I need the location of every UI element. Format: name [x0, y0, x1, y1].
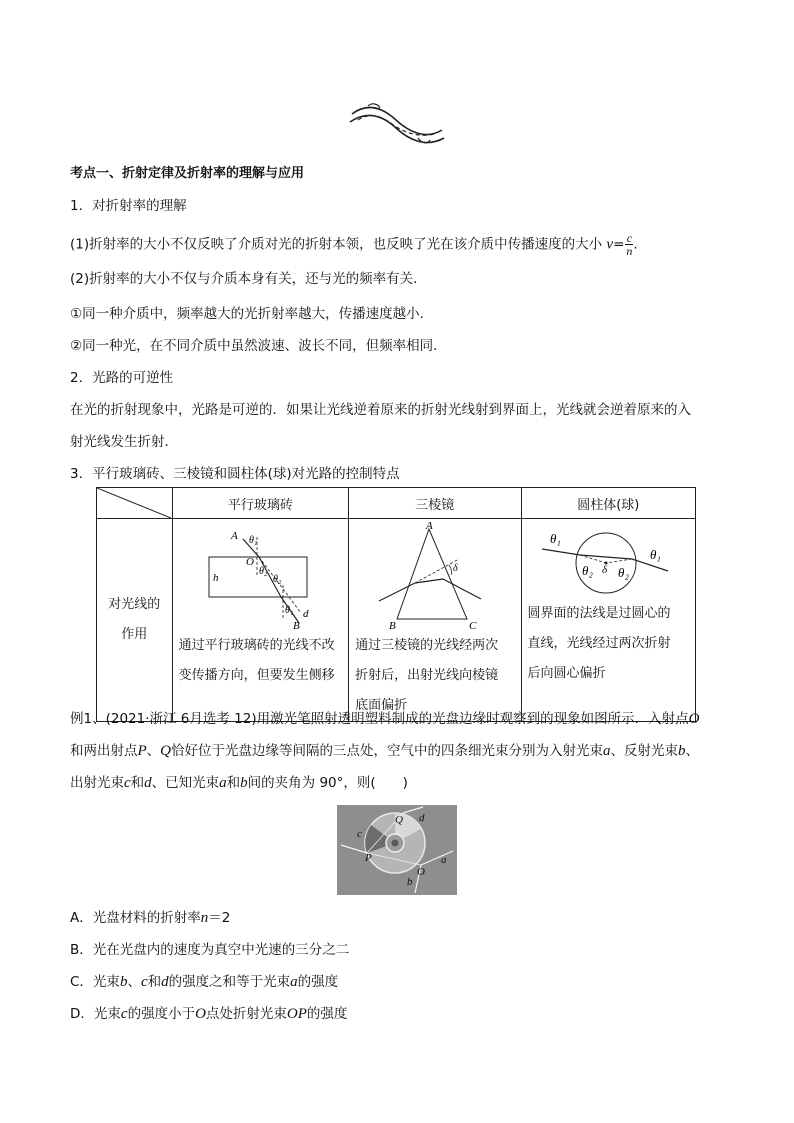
sub1-p1-text: (1)折射率的大小不仅反映了介质对光的折射本领，也反映了光在该介质中传播速度的大小: [70, 236, 603, 253]
sub2-title: 2．光路的可逆性: [70, 370, 174, 386]
option-C-b: b: [119, 974, 128, 990]
glass-label-t1b: θ₁: [284, 605, 294, 616]
sub3-title: 3．平行玻璃砖、三棱镜和圆柱体(球)对光路的控制特点: [70, 466, 400, 482]
option-C-i: 的强度: [297, 974, 339, 990]
example-line-1: [70, 709, 699, 729]
example-text-2e: 、: [685, 743, 700, 759]
example-line-2: [70, 741, 699, 761]
example-text-3g: 间的夹角为 90°，则( ): [247, 775, 408, 791]
option-D-d: O: [195, 1006, 206, 1022]
example-text-2b: 、: [146, 743, 161, 759]
example-text-3f: 和: [226, 775, 241, 791]
option-D-g: 的强度: [306, 1006, 348, 1022]
row-label-2: 作用: [121, 627, 148, 642]
option-C-d: c: [140, 974, 148, 990]
formula-num: c: [626, 231, 633, 245]
example-var-Q: Q: [160, 743, 172, 759]
prism-diagram: [349, 519, 519, 631]
example-var-a2: a: [219, 775, 227, 791]
option-C-f: d: [161, 974, 169, 990]
sphere-desc: [522, 599, 695, 689]
example-var-b2: b: [240, 775, 248, 791]
cell-sphere: [521, 519, 695, 722]
example-text-3e: 、已知光束: [151, 775, 220, 791]
example-text-2a: 和两出射点: [70, 743, 138, 759]
option-B[interactable]: B．光在光盘内的速度为真空中光速的三分之二: [70, 942, 350, 958]
photo-label-Q: Q: [395, 814, 403, 826]
option-D-b: c: [120, 1006, 128, 1022]
prism-desc-2: 折射后，出射光线向棱镜: [355, 668, 499, 683]
option-D-f: OP: [286, 1006, 307, 1022]
formula-den: n: [626, 244, 633, 258]
photo-label-b: b: [407, 876, 413, 888]
sphere-label-t1b: θ₁: [649, 547, 661, 562]
header-glass: 平行玻璃砖: [172, 488, 348, 519]
row-label-cell: [97, 519, 173, 722]
glass-label-A: A: [230, 530, 238, 542]
sub1-p3: ①同一种介质中，频率越大的光折射率越大，传播速度越小．: [70, 306, 434, 322]
comparison-table: [96, 487, 696, 722]
sphere-label-t2: θ₂: [581, 563, 593, 578]
header-ornament: [348, 100, 446, 148]
sphere-label-t1: θ₁: [549, 531, 561, 546]
sphere-label-t2b: θ₂: [617, 565, 629, 580]
example-var-P: P: [137, 743, 147, 759]
option-D-e: 点处折射光束: [205, 1006, 287, 1022]
sphere-diagram: [522, 519, 694, 599]
sub1-p1: [70, 232, 638, 257]
example-var-d: d: [144, 775, 152, 791]
option-D-a: D．光束: [70, 1006, 121, 1022]
option-C-c: 、: [127, 974, 141, 990]
sub1-p4: ②同一种光，在不同介质中虽然波速、波长不同，但频率相同．: [70, 338, 447, 354]
option-A-var: n: [200, 910, 209, 926]
glass-label-t2b: θ₂: [272, 574, 282, 585]
photo-label-c: c: [357, 828, 362, 840]
table-corner-cell: [97, 488, 173, 519]
glass-label-O: O: [245, 556, 254, 568]
glass-label-d: d: [302, 608, 309, 620]
example-text-2d: 、反射光束: [610, 743, 679, 759]
prism-label-B: B: [389, 620, 396, 631]
example-var-c: c: [124, 775, 131, 791]
sphere-desc-1: 圆界面的法线是过圆心的: [527, 606, 671, 621]
example-var-b: b: [678, 743, 686, 759]
photo-label-P: P: [365, 852, 372, 864]
section-title: 考点一、折射定律及折射率的理解与应用: [70, 166, 305, 181]
example-text-3b: 和: [130, 775, 145, 791]
sphere-desc-3: 后向圆心偏折: [527, 666, 606, 681]
example-text-1: 例1、(2021·浙江 6月选考 12)用激光笔照射透明塑料制成的光盘边缘时观察到的现象如图所示．入射点: [70, 711, 689, 727]
example-text-2c: 恰好位于光盘边缘等间隔的三点处，空气中的四条细光束分别为入射光束: [171, 743, 604, 759]
example-var-a: a: [603, 743, 611, 759]
sphere-label-delta: δ: [601, 564, 607, 576]
photo-label-O: O: [417, 866, 425, 878]
photo-label-d: d: [419, 812, 425, 824]
sub2-p1a: 在光的折射现象中，光路是可逆的．如果让光线逆着原来的折射光线射到界面上，光线就会逆着原来的入: [70, 402, 691, 418]
option-D-c: 的强度小于: [127, 1006, 196, 1022]
disc-photo: [337, 805, 457, 895]
sphere-desc-2: 直线，光线经过两次折射: [527, 636, 671, 651]
header-sphere: 圆柱体(球): [521, 488, 695, 519]
formula-end: .: [633, 236, 638, 253]
option-A-val: ＝2: [208, 910, 231, 926]
glass-label-t2: θ₂: [258, 566, 268, 577]
row-label-1: 对光线的: [108, 597, 161, 612]
glass-desc-1: 通过平行玻璃砖的光线不改: [178, 638, 335, 653]
sub1-p2: (2)折射率的大小不仅与介质本身有关，还与光的频率有关．: [70, 271, 427, 287]
option-C-a: C．光束: [70, 974, 120, 990]
prism-label-A: A: [426, 520, 433, 532]
formula-eq: =: [613, 236, 625, 253]
glass-diagram: [173, 519, 347, 631]
option-C-h: a: [290, 974, 298, 990]
option-A[interactable]: [70, 908, 230, 928]
option-D[interactable]: [70, 1004, 347, 1024]
option-C-e: 和: [147, 974, 162, 990]
photo-label-a: a: [441, 854, 447, 866]
header-prism: 三棱镜: [349, 488, 521, 519]
glass-label-B: B: [292, 620, 300, 631]
prism-desc: [349, 631, 520, 721]
sub2-p1b: 射光线发生折射．: [70, 434, 178, 450]
option-C-g: 的强度之和等于光束: [168, 974, 291, 990]
glass-label-t1: θ₁: [248, 535, 258, 546]
glass-desc: [173, 631, 348, 691]
prism-desc-1: 通过三棱镜的光线经两次: [355, 638, 499, 653]
glass-label-h: h: [212, 572, 219, 584]
option-C[interactable]: [70, 972, 338, 992]
example-var-O: O: [688, 711, 700, 727]
prism-label-delta: δ: [453, 563, 458, 574]
option-A-text: A．光盘材料的折射率: [70, 910, 201, 926]
prism-desc-3: 底面偏折: [355, 698, 408, 713]
example-text-3a: 出射光束: [70, 775, 124, 791]
sub1-title: 1．对折射率的理解: [70, 198, 187, 214]
prism-label-C: C: [469, 620, 477, 631]
formula-v: v: [606, 236, 614, 253]
cell-prism: [349, 519, 521, 722]
glass-desc-2: 变传播方向，但要发生侧移: [178, 668, 335, 683]
example-line-3: [70, 773, 408, 793]
cell-glass: [172, 519, 348, 722]
